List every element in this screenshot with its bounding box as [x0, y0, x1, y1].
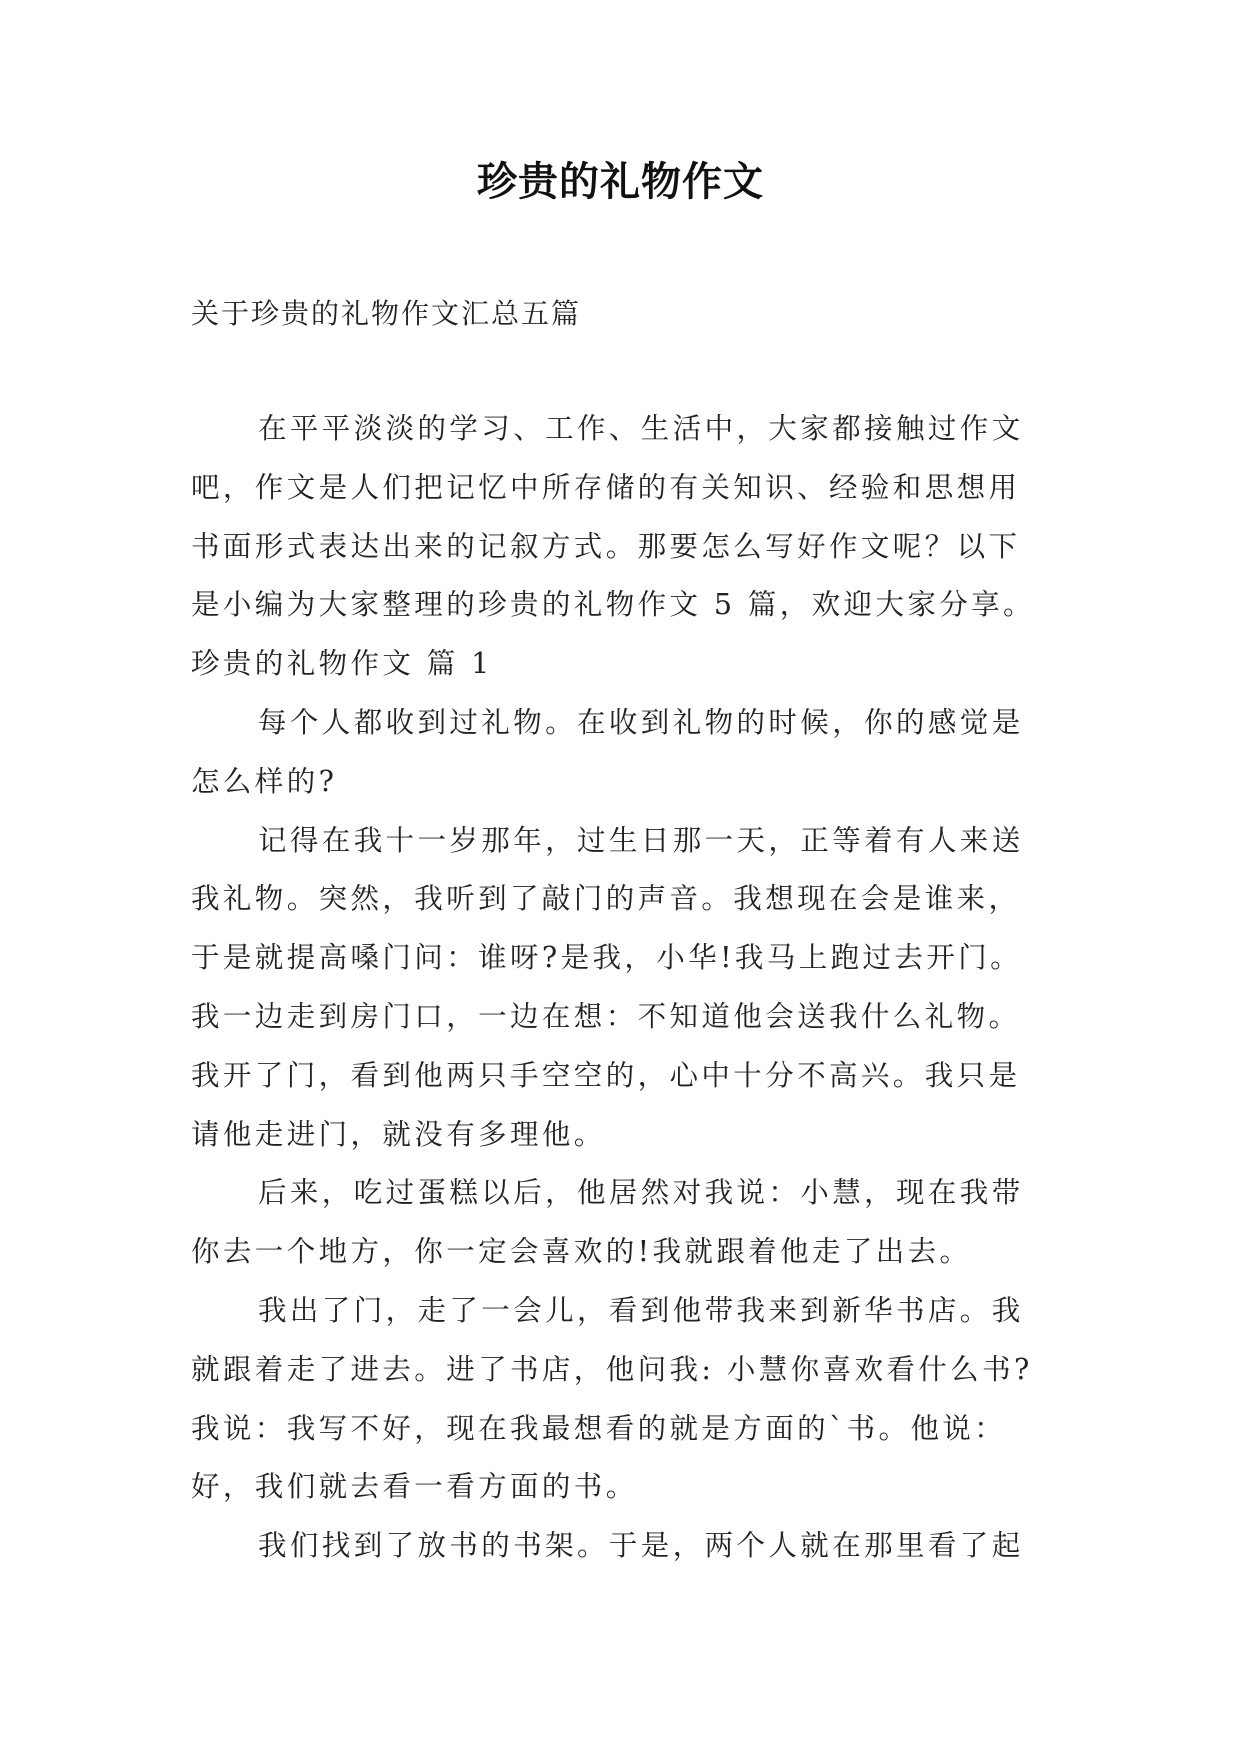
text-line: 好，我们就去看一看方面的书。	[191, 1470, 638, 1504]
text-line: 我一边走到房门口，一边在想：不知道他会送我什么礼物。	[191, 999, 1021, 1033]
document-body	[191, 400, 1071, 1576]
text-line: 我说：我写不好，现在我最想看的就是方面的`书。他说：	[191, 1411, 1007, 1445]
text-line: 是小编为大家整理的珍贵的礼物作文 5 篇，欢迎大家分享。	[191, 588, 1035, 622]
document-title: 珍贵的礼物作文	[477, 159, 764, 205]
text-line: 你去一个地方，你一定会喜欢的!我就跟着他走了出去。	[191, 1235, 972, 1269]
text-line: 每个人都收到过礼物。在收到礼物的时候，你的感觉是	[258, 705, 1024, 739]
text-line: 我们找到了放书的书架。于是，两个人就在那里看了起	[258, 1529, 1024, 1563]
text-line: 吧，作文是人们把记忆中所存储的有关知识、经验和思想用	[191, 470, 1021, 504]
text-line: 请他走进门，就没有多理他。	[191, 1117, 606, 1151]
section-heading: 珍贵的礼物作文 篇 1	[191, 647, 493, 681]
text-line: 就跟着走了进去。进了书店，他问我: 小慧你喜欢看什么书?	[191, 1352, 1033, 1386]
text-line: 我开了门，看到他两只手空空的，心中十分不高兴。我只是	[191, 1058, 1021, 1092]
text-line: 怎么样的?	[191, 764, 338, 798]
text-line: 在平平淡淡的学习、工作、生活中，大家都接触过作文	[258, 412, 1024, 445]
text-line: 后来，吃过蛋糕以后，他居然对我说：小慧，现在我带	[258, 1176, 1024, 1210]
document-subtitle: 关于珍贵的礼物作文汇总五篇	[191, 297, 582, 330]
text-line: 于是就提高嗓门问：谁呀?是我，小华!我马上跑过去开门。	[191, 941, 1023, 975]
text-line: 我礼物。突然，我听到了敲门的声音。我想现在会是谁来，	[191, 882, 1021, 916]
text-line: 记得在我十一岁那年，过生日那一天，正等着有人来送	[258, 823, 1024, 857]
text-line: 书面形式表达出来的记叙方式。那要怎么写好作文呢？以下	[191, 529, 1021, 563]
text-line: 我出了门，走了一会儿，看到他带我来到新华书店。我	[258, 1293, 1024, 1327]
